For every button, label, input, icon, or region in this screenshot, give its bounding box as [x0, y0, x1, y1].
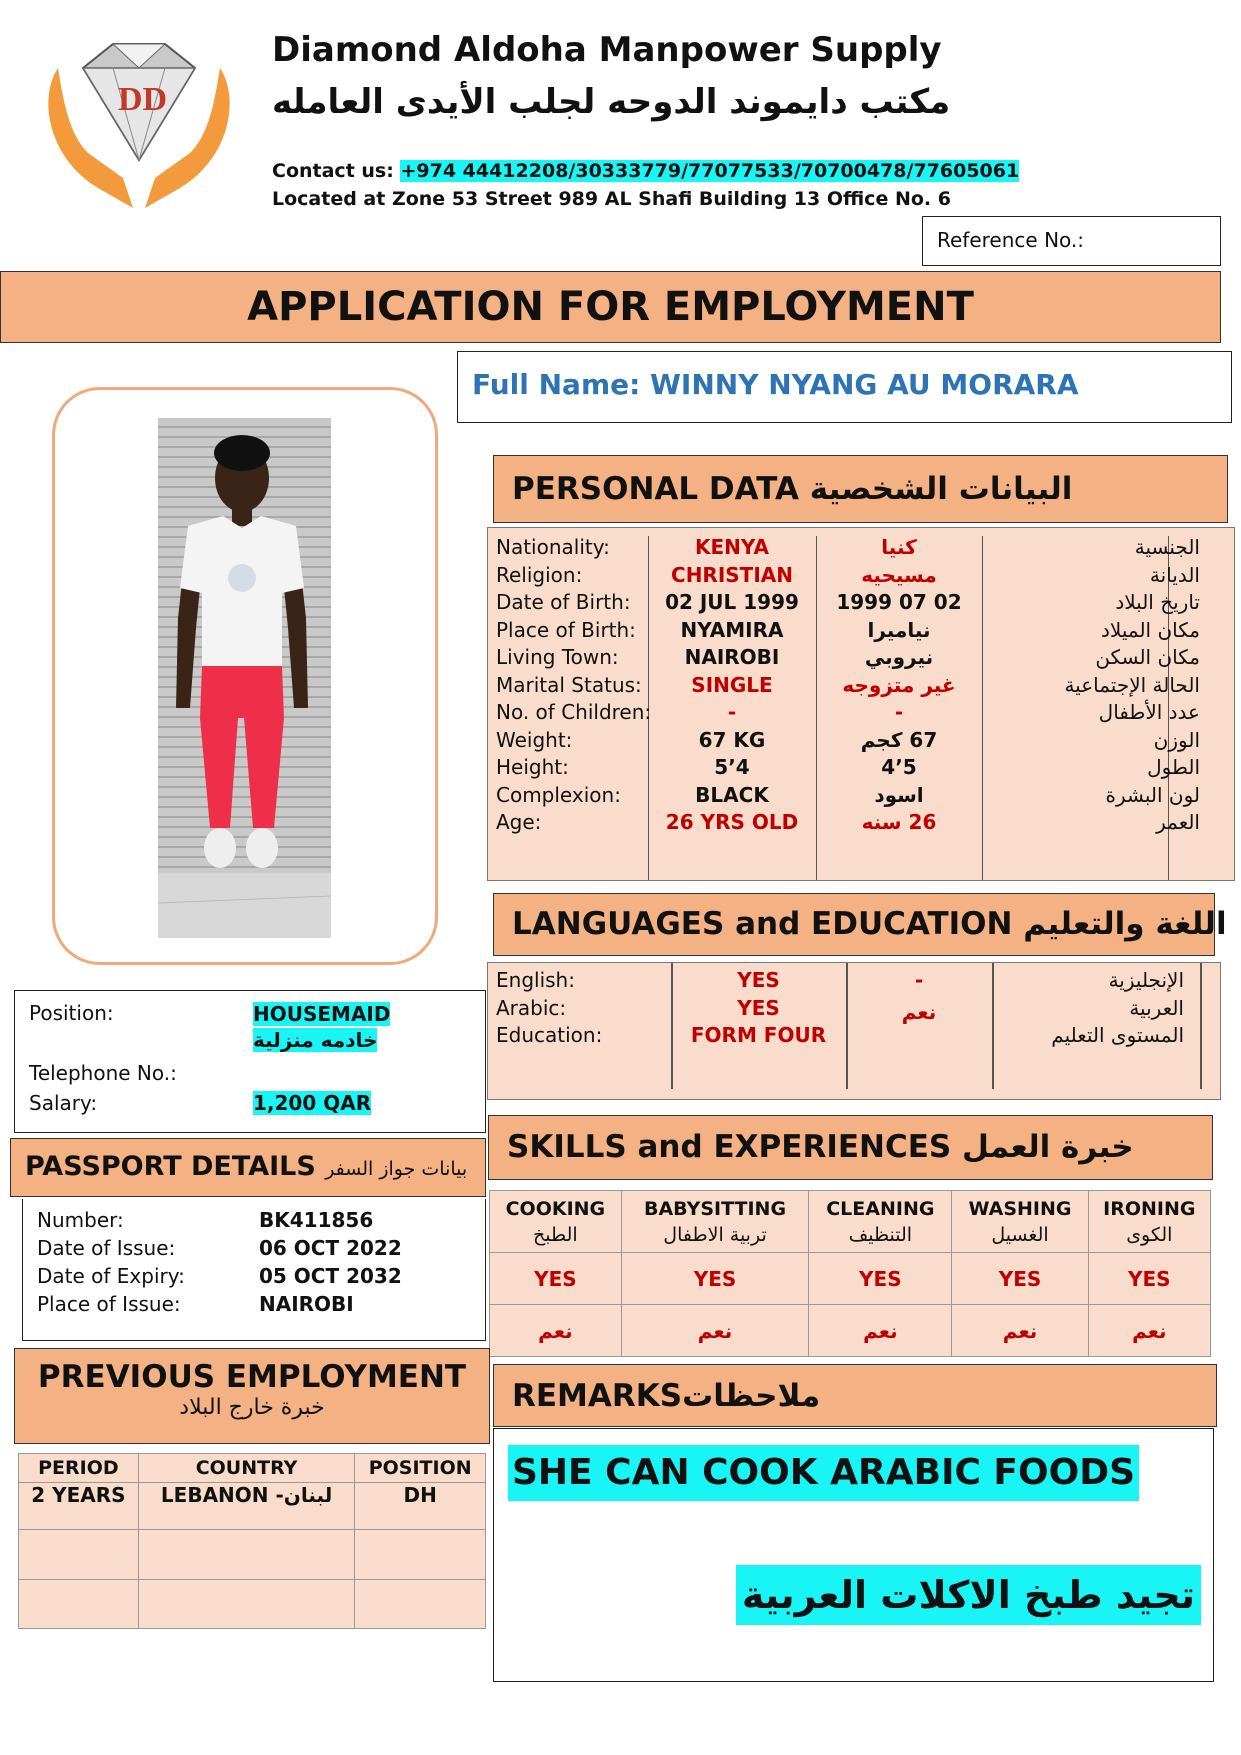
- passport-value: 06 OCT 2022: [259, 1236, 402, 1260]
- languages-heading: [493, 893, 1227, 956]
- personal-value: CHRISTIAN: [671, 562, 793, 587]
- personal-value-arabic: 67 كجم: [860, 727, 938, 752]
- position-value-arabic: خادمه منزلية: [253, 1028, 378, 1052]
- passport-heading-en: PASSPORT DETAILS: [25, 1151, 316, 1182]
- passport-row: [23, 1205, 485, 1236]
- personal-row: [488, 615, 1234, 646]
- personal-value: BLACK: [695, 782, 769, 807]
- personal-value-arabic: اسود: [874, 782, 924, 807]
- skill-name: COOKING: [505, 1197, 606, 1220]
- skill-value: YES: [621, 1253, 809, 1305]
- language-row: [488, 1020, 1220, 1051]
- personal-label-arabic: الديانة: [1149, 562, 1200, 587]
- passport-label: Date of Expiry:: [37, 1264, 185, 1288]
- skills-heading-en: SKILLS and EXPERIENCES: [507, 1129, 952, 1165]
- skill-name-cell: [621, 1191, 809, 1253]
- skill-name: IRONING: [1103, 1197, 1196, 1220]
- skills-heading-ar: خبرة العمل: [962, 1129, 1134, 1165]
- personal-label-arabic: تاريخ البلاد: [1115, 590, 1200, 614]
- skill-name-cell: [809, 1191, 952, 1253]
- language-label: English:: [496, 968, 575, 992]
- personal-row: [488, 532, 1234, 563]
- personal-data-heading: [493, 455, 1228, 523]
- job-info-box: [14, 990, 486, 1133]
- personal-label: No. of Children:: [496, 700, 652, 724]
- personal-value-arabic: نياميرا: [867, 617, 931, 642]
- personal-label: Nationality:: [496, 535, 610, 559]
- skill-name-arabic: الكوى: [1126, 1223, 1173, 1246]
- remarks-text-en: SHE CAN COOK ARABIC FOODS: [508, 1445, 1139, 1501]
- employment-period: 2 YEARS: [19, 1482, 139, 1529]
- position-label: Position:: [29, 1001, 114, 1025]
- personal-row: [488, 587, 1234, 618]
- previous-employment-heading-ar: خبرة خارج البلاد: [179, 1395, 325, 1420]
- personal-label-arabic: مكان الميلاد: [1101, 617, 1200, 642]
- skill-value: YES: [809, 1253, 952, 1305]
- company-name: Diamond Aldoha Manpower Supply: [272, 30, 942, 70]
- language-value-arabic: نعم: [901, 999, 937, 1024]
- telephone-label: Telephone No.:: [29, 1061, 177, 1085]
- column-position: POSITION: [355, 1454, 486, 1483]
- employment-country: LEBANON -لبنان: [138, 1482, 355, 1529]
- personal-value: NAIROBI: [684, 645, 780, 669]
- skill-value-arabic: نعم: [621, 1305, 809, 1357]
- personal-row: [488, 807, 1234, 838]
- full-name: Full Name: WINNY NYANG AU MORARA: [457, 351, 1232, 423]
- languages-heading-en: LANGUAGES and EDUCATION: [512, 906, 1013, 942]
- languages-heading-ar: اللغة والتعليم: [1023, 906, 1227, 942]
- personal-row: [488, 752, 1234, 783]
- skill-name-arabic: التنظيف: [848, 1223, 913, 1246]
- personal-value-arabic: كنيا: [881, 535, 917, 559]
- language-label: Education:: [496, 1023, 603, 1047]
- personal-row: [488, 642, 1234, 673]
- personal-row: [488, 670, 1234, 701]
- personal-value: NYAMIRA: [680, 617, 784, 642]
- personal-label: Place of Birth:: [496, 617, 636, 642]
- skill-name-cell: [1088, 1191, 1210, 1253]
- personal-label: Height:: [496, 755, 569, 779]
- personal-label-arabic: الحالة الإجتماعية: [1064, 672, 1200, 697]
- company-name-arabic: مكتب دايموند الدوحه لجلب الأيدى العامله: [272, 82, 951, 122]
- personal-label: Religion:: [496, 562, 583, 587]
- personal-value-arabic: 5’4: [881, 755, 917, 779]
- contact-label: Contact us:: [272, 160, 394, 182]
- empty-cell: [19, 1579, 139, 1628]
- passport-row: [23, 1289, 485, 1320]
- language-label: Arabic:: [496, 995, 567, 1020]
- personal-row: [488, 780, 1234, 811]
- contact-phones: +974 44412208/30333779/77077533/70700478/77605061: [400, 160, 1020, 182]
- position-value: HOUSEMAID: [253, 1002, 391, 1026]
- remarks-heading: REMARKSملاحظات: [493, 1364, 1217, 1427]
- skill-value-arabic: نعم: [490, 1305, 622, 1357]
- personal-value: KENYA: [695, 535, 769, 559]
- logo-letters: DD: [118, 81, 168, 118]
- personal-row: [488, 725, 1234, 756]
- office-location: Located at Zone 53 Street 989 AL Shafi Building 13 Office No. 6: [272, 188, 951, 210]
- language-value: FORM FOUR: [690, 1023, 827, 1047]
- passport-label: Date of Issue:: [37, 1236, 176, 1260]
- skill-value-arabic: نعم: [1088, 1305, 1210, 1357]
- company-logo: [28, 38, 250, 216]
- passport-row: [23, 1233, 485, 1264]
- passport-row: [23, 1261, 485, 1292]
- employment-position: DH: [355, 1482, 486, 1529]
- languages-table: [487, 962, 1221, 1100]
- skills-table: [489, 1190, 1211, 1356]
- personal-row: [488, 697, 1234, 728]
- passport-value: NAIROBI: [259, 1292, 354, 1316]
- personal-value: -: [727, 700, 737, 724]
- page-title: APPLICATION FOR EMPLOYMENT: [0, 271, 1221, 343]
- column-country: COUNTRY: [138, 1454, 355, 1483]
- column-period: PERIOD: [19, 1454, 139, 1483]
- skill-name-arabic: تربية الاطفال: [663, 1223, 767, 1246]
- skill-value: YES: [490, 1253, 622, 1305]
- salary-value: 1,200 QAR: [253, 1091, 372, 1115]
- personal-label: Complexion:: [496, 782, 621, 807]
- personal-value-arabic: غير متزوجه: [842, 672, 956, 697]
- skill-value: YES: [1088, 1253, 1210, 1305]
- passport-heading-ar: بيانات جواز السفر: [325, 1158, 468, 1180]
- language-value-arabic: -: [914, 968, 924, 992]
- personal-data-heading-ar: البيانات الشخصية: [809, 471, 1073, 507]
- skill-value-arabic: نعم: [809, 1305, 952, 1357]
- passport-label: Place of Issue:: [37, 1292, 181, 1316]
- empty-cell: [138, 1530, 355, 1579]
- personal-value: 67 KG: [698, 727, 766, 752]
- personal-value: 02 JUL 1999: [665, 590, 799, 614]
- passport-details-box: [22, 1199, 486, 1341]
- personal-row: [488, 560, 1234, 591]
- personal-value: 5’4: [714, 755, 750, 779]
- personal-data-heading-en: PERSONAL DATA: [512, 471, 799, 507]
- empty-cell: [19, 1530, 139, 1579]
- skills-heading: [488, 1115, 1213, 1180]
- passport-label: Number:: [37, 1208, 124, 1232]
- personal-label-arabic: مكان السكن: [1095, 645, 1200, 669]
- language-label-arabic: المستوى التعليم: [1051, 1023, 1184, 1047]
- personal-label-arabic: الجنسية: [1134, 535, 1200, 559]
- passport-value: 05 OCT 2032: [259, 1264, 402, 1288]
- skill-name-arabic: الطبخ: [533, 1223, 578, 1246]
- contact-line: [272, 160, 1019, 182]
- skill-name: BABYSITTING: [643, 1197, 787, 1220]
- personal-label-arabic: العمر: [1156, 810, 1200, 834]
- passport-value: BK411856: [259, 1208, 374, 1232]
- empty-cell: [355, 1579, 486, 1628]
- personal-value-arabic: مسيحيه: [861, 562, 937, 587]
- skill-value-arabic: نعم: [952, 1305, 1088, 1357]
- personal-label: Weight:: [496, 727, 573, 752]
- skill-name-arabic: الغسيل: [991, 1223, 1049, 1246]
- remarks-box: [493, 1428, 1214, 1682]
- personal-value: 26 YRS OLD: [665, 810, 799, 834]
- personal-data-table: [487, 527, 1235, 881]
- language-value: YES: [737, 995, 780, 1020]
- personal-value-arabic: 02 07 1999: [836, 590, 962, 614]
- skill-name-cell: [490, 1191, 622, 1253]
- personal-label: Living Town:: [496, 645, 619, 669]
- empty-cell: [355, 1530, 486, 1579]
- skill-name-cell: [952, 1191, 1088, 1253]
- position-value-block: [253, 1001, 390, 1053]
- reference-number-box: Reference No.:: [922, 216, 1221, 266]
- personal-label-arabic: الوزن: [1153, 727, 1200, 752]
- remarks-text-ar: تجيد طبخ الاكلات العربية: [736, 1565, 1201, 1625]
- language-row: [488, 965, 1220, 996]
- personal-label-arabic: عدد الأطفال: [1098, 700, 1200, 724]
- personal-value-arabic: -: [894, 700, 904, 724]
- skill-value: YES: [952, 1253, 1088, 1305]
- personal-label: Age:: [496, 810, 542, 834]
- passport-heading: [10, 1138, 486, 1197]
- language-label-arabic: الإنجليزية: [1108, 968, 1184, 992]
- personal-label: Date of Birth:: [496, 590, 631, 614]
- previous-employment-heading-en: PREVIOUS EMPLOYMENT: [37, 1359, 467, 1395]
- language-label-arabic: العربية: [1129, 995, 1184, 1020]
- personal-label: Marital Status:: [496, 672, 642, 697]
- empty-cell: [138, 1579, 355, 1628]
- personal-label-arabic: الطول: [1147, 755, 1200, 779]
- language-value: YES: [737, 968, 780, 992]
- personal-label-arabic: لون البشرة: [1105, 782, 1200, 807]
- applicant-photo: [158, 418, 331, 938]
- personal-value-arabic: نيروبي: [864, 645, 934, 669]
- previous-employment-heading: [14, 1348, 490, 1444]
- skill-name: WASHING: [968, 1197, 1072, 1220]
- previous-employment-table: [18, 1453, 486, 1629]
- personal-value: SINGLE: [691, 672, 773, 697]
- language-row: [488, 993, 1220, 1024]
- salary-label: Salary:: [29, 1091, 98, 1115]
- personal-value-arabic: 26 سنه: [861, 810, 937, 834]
- skill-name: CLEANING: [826, 1197, 935, 1220]
